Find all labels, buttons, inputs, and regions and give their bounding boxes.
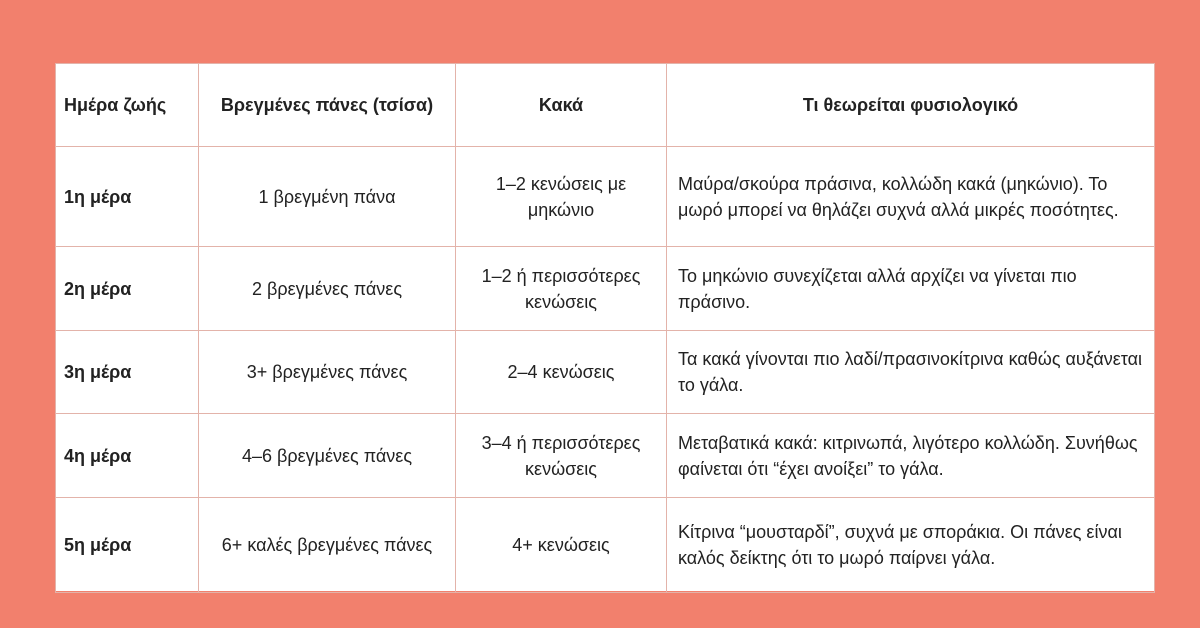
- normal-description-cell: Τα κακά γίνονται πιο λαδί/πρασινοκίτρινα καθώς αυξάνεται το γάλα.: [667, 331, 1155, 414]
- wet-diapers-cell: 3+ βρεγμένες πάνες: [199, 331, 456, 414]
- day-cell: 2η μέρα: [56, 247, 199, 331]
- header-wet-diapers: Βρεγμένες πάνες (τσίσα): [199, 64, 456, 147]
- wet-diapers-cell: 6+ καλές βρεγμένες πάνες: [199, 498, 456, 593]
- day-cell: 5η μέρα: [56, 498, 199, 593]
- header-stools: Κακά: [456, 64, 667, 147]
- normal-description-cell: Μαύρα/σκούρα πράσινα, κολλώδη κακά (μηκώνιο). Το μωρό μπορεί να θηλάζει συχνά αλλά μικρές ποσότητες.: [667, 147, 1155, 247]
- normal-description-cell: Το μηκώνιο συνεχίζεται αλλά αρχίζει να γίνεται πιο πράσινο.: [667, 247, 1155, 331]
- stools-cell: 1–2 κενώσεις με μηκώνιο: [456, 147, 667, 247]
- table-card: [55, 63, 1154, 591]
- normal-description-cell: Μεταβατικά κακά: κιτρινωπά, λιγότερο κολλώδη. Συνήθως φαίνεται ότι “έχει ανοίξει” το γάλα.: [667, 414, 1155, 498]
- wet-diapers-cell: 2 βρεγμένες πάνες: [199, 247, 456, 331]
- table-row: [56, 147, 1155, 247]
- day-cell: 3η μέρα: [56, 331, 199, 414]
- stools-cell: 1–2 ή περισσότερες κενώσεις: [456, 247, 667, 331]
- header-what-is-normal: Τι θεωρείται φυσιολογικό: [667, 64, 1155, 147]
- header-day-of-life: Ημέρα ζωής: [56, 64, 199, 147]
- stools-cell: 3–4 ή περισσότερες κενώσεις: [456, 414, 667, 498]
- newborn-diaper-table: [55, 63, 1155, 593]
- header-row: [56, 64, 1155, 147]
- wet-diapers-cell: 1 βρεγμένη πάνα: [199, 147, 456, 247]
- stools-cell: 2–4 κενώσεις: [456, 331, 667, 414]
- wet-diapers-cell: 4–6 βρεγμένες πάνες: [199, 414, 456, 498]
- table-row: [56, 498, 1155, 593]
- day-cell: 1η μέρα: [56, 147, 199, 247]
- table-row: [56, 331, 1155, 414]
- table-row: [56, 247, 1155, 331]
- stools-cell: 4+ κενώσεις: [456, 498, 667, 593]
- day-cell: 4η μέρα: [56, 414, 199, 498]
- normal-description-cell: Κίτρινα “μουσταρδί”, συχνά με σποράκια. Οι πάνες είναι καλός δείκτης ότι το μωρό παίρνει γάλα.: [667, 498, 1155, 593]
- table-row: [56, 414, 1155, 498]
